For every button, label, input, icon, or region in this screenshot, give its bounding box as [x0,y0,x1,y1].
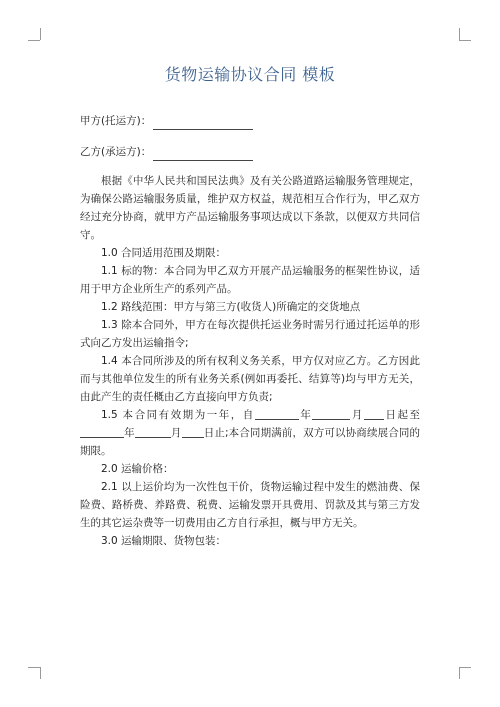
start-year-blank[interactable] [255,408,299,420]
crop-mark [459,667,471,668]
crop-mark [40,667,41,679]
crop-mark [459,28,460,40]
clause-1-5-start: 1.5 本合同有效期为一年，自 [101,409,255,421]
party-a-blank[interactable] [153,117,253,130]
clause-1-5-end: 日止;本合同期满前，双方可以协商续展合同的期限。 [80,427,420,457]
section-3-heading: 3.0 运输期限、货物包装： [101,535,227,547]
party-b-label: 乙方(承运方)： [80,146,152,158]
start-day-blank[interactable] [364,408,384,420]
document-body [80,110,420,550]
start-year-label: 年 [298,409,313,421]
start-month-label: 月 [350,409,364,421]
start-day-label: 日起至 [383,409,421,421]
party-b-blank[interactable] [153,148,253,161]
document-title: 货物运输协议合同 模板 [164,65,336,84]
crop-mark [28,667,40,668]
party-a-field [80,110,420,130]
clause-2-1: 2.1 以上运价均为一次性包干价，货物运输过程中发生的燃油费、保险费、路桥费、养路费、税费、运输发票开具费用、罚款及其与第三方发生的其它运杂费等一切费用由乙方自行承担，概与甲方无关。 [80,481,420,529]
start-month-blank[interactable] [312,408,350,420]
clause-1-5 [80,406,420,460]
party-a-label: 甲方(托运方)： [80,115,152,127]
end-day-blank[interactable] [182,426,204,438]
intro-paragraph: 根据《中华人民共和国民法典》及有关公路道路运输服务管理规定，为确保公路运输服务质量，维护双方权益，规范相互合作行为，甲乙双方经过充分协商，就甲方产品运输服务事项达成以下条款，以便双方共同信守。 [80,175,420,241]
crop-mark [28,40,40,41]
section-2-heading: 2.0 运输价格： [101,463,174,475]
crop-mark [459,667,460,679]
end-month-label: 月 [170,427,182,439]
section-1-heading: 1.0 合同适用范围及期限： [101,247,227,259]
clause-1-4: 1.4 本合同所涉及的所有权利义务关系，甲方仅对应乙方。乙方因此而与其他单位发生的所有业务关系(例如再委托、结算等)均与甲方无关，由此产生的责任概由乙方直接向甲方负责; [80,355,420,403]
crop-mark [40,28,41,40]
clause-1-2: 1.2 路线范围：甲方与第三方(收货人)所确定的交货地点 [101,301,361,313]
end-year-label: 年 [124,427,135,439]
clause-1-1: 1.1 标的物：本合同为甲乙双方开展产品运输服务的框架性协议，适用于甲方企业所生产的系列产品。 [80,265,420,295]
party-b-field [80,141,420,161]
clause-1-3: 1.3 除本合同外，甲方在每次提供托运业务时需另行通过托运单的形式向乙方发出运输指令; [80,319,420,349]
crop-mark [459,40,471,41]
end-year-blank[interactable] [80,426,124,438]
end-month-blank[interactable] [135,426,171,438]
